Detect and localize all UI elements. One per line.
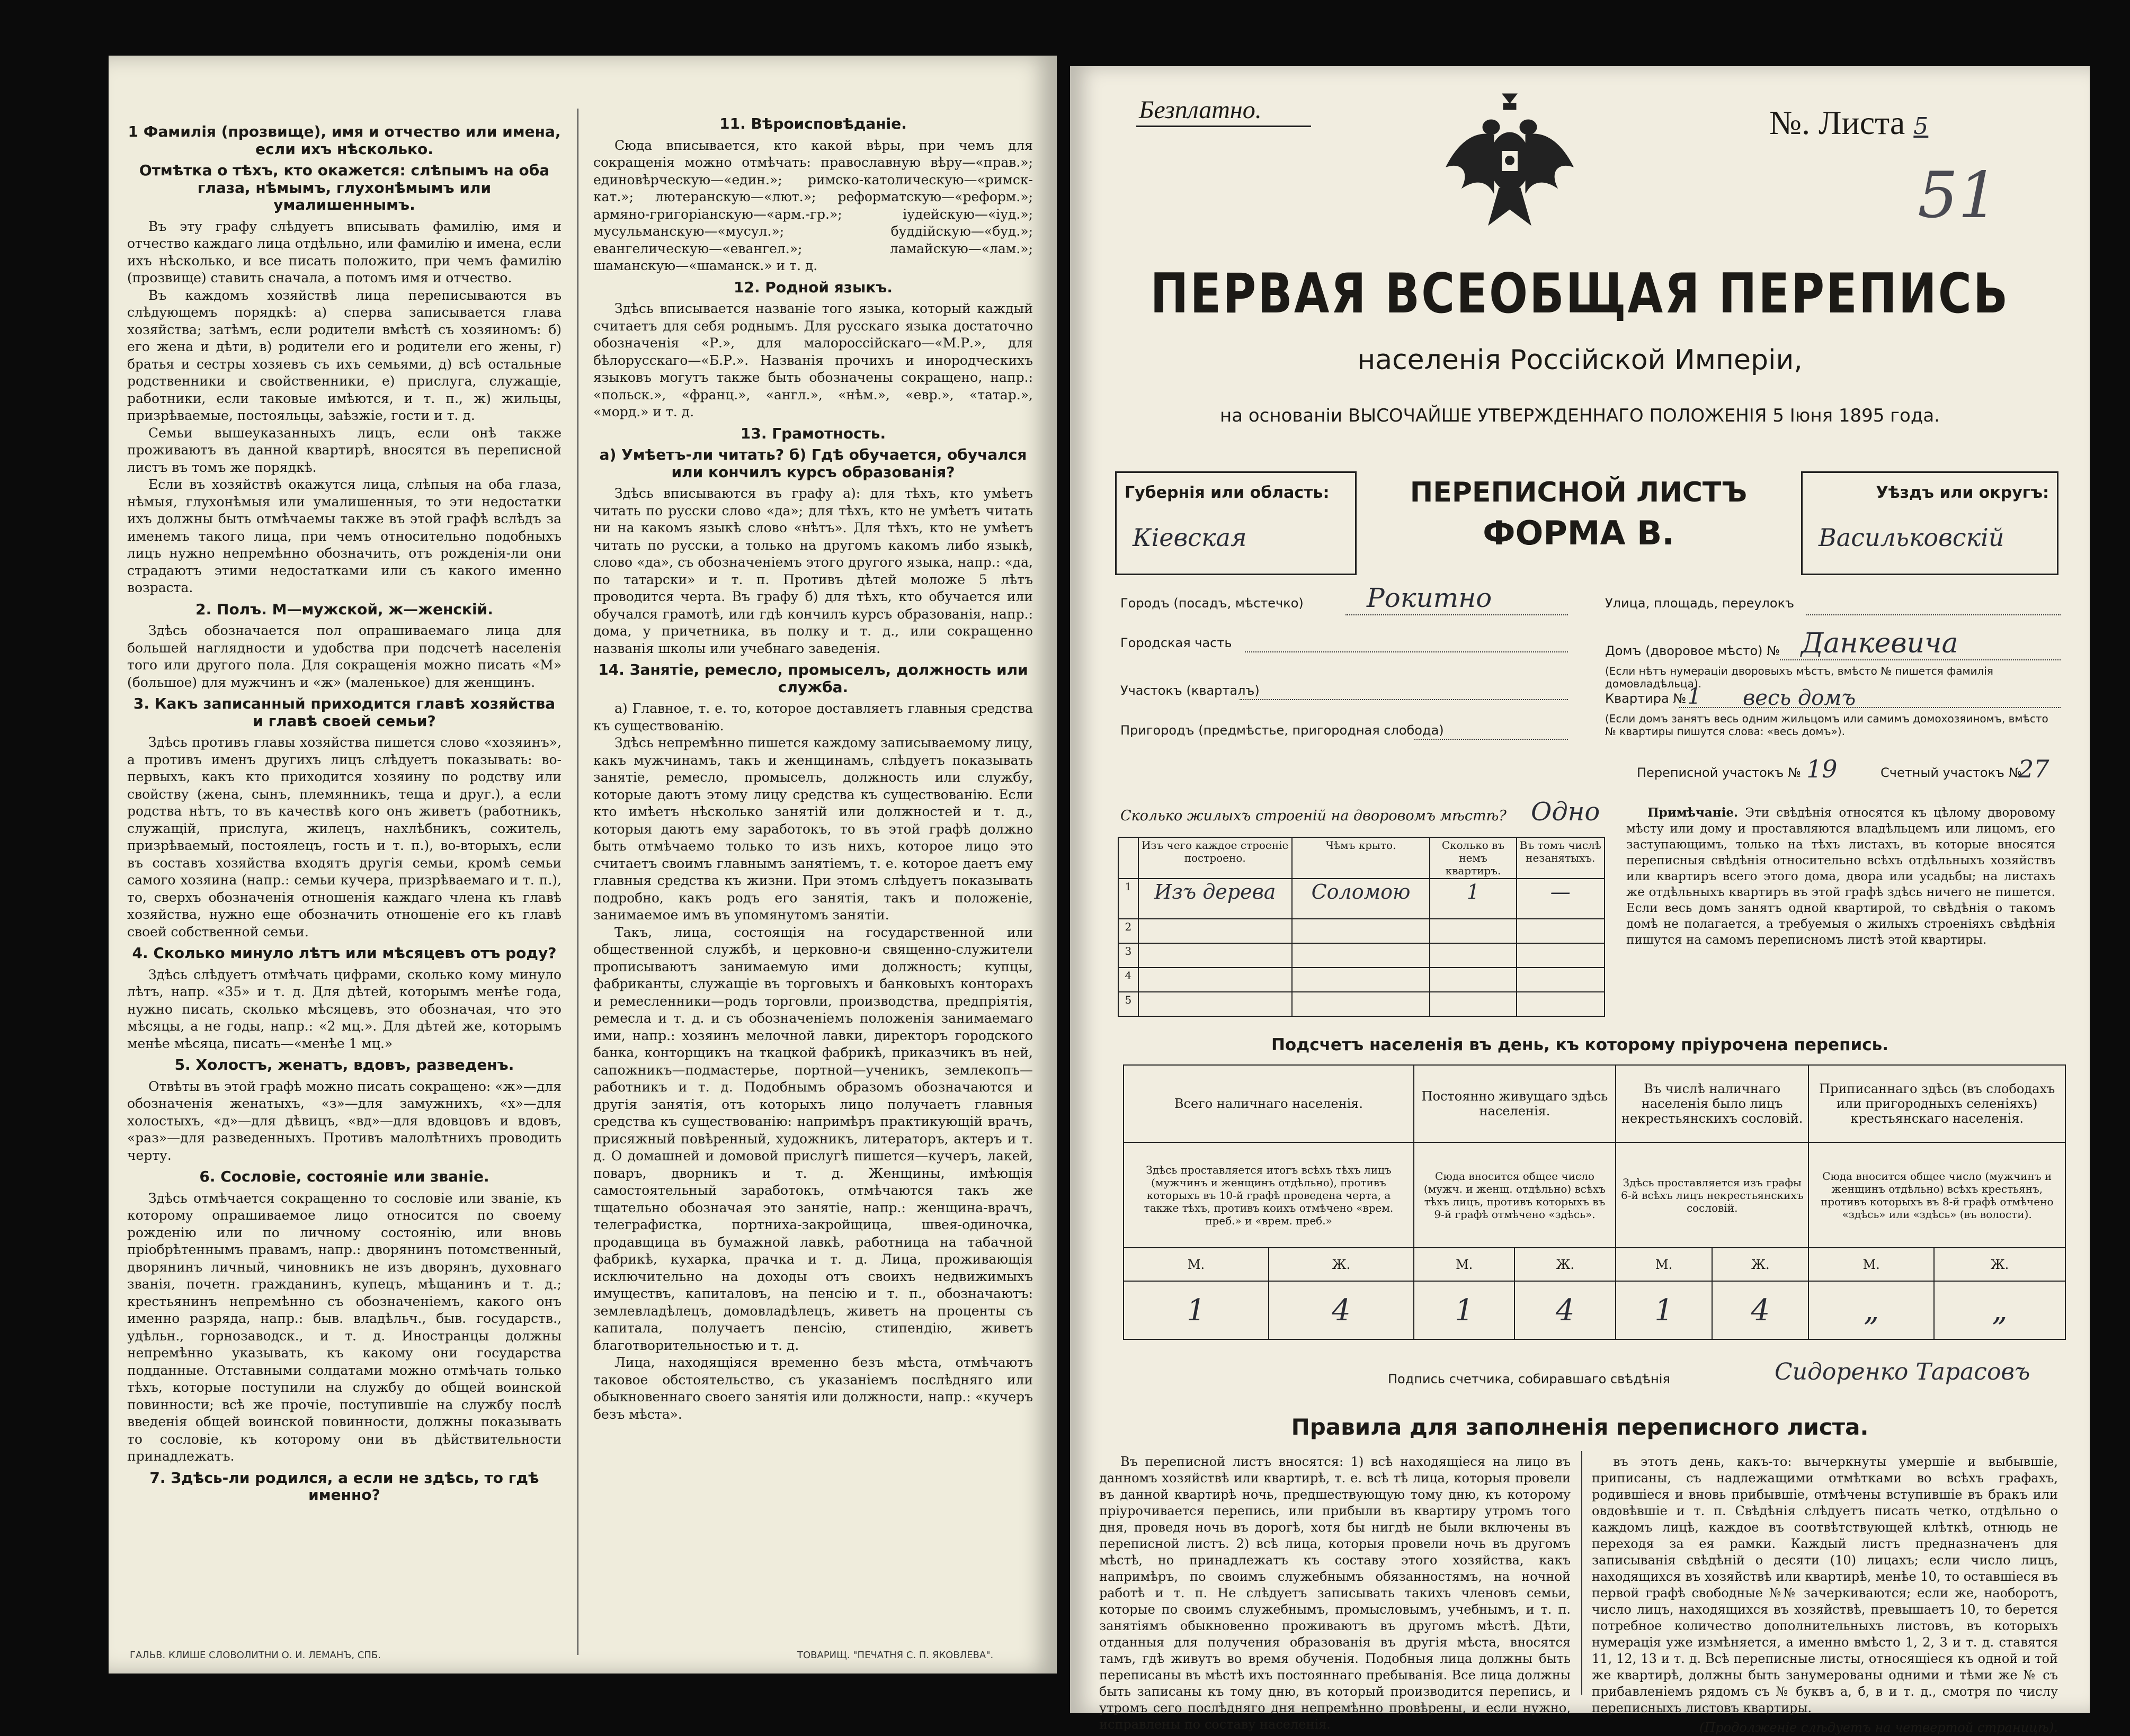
rules-title: Правила для заполненія переписного листа. xyxy=(1291,1414,1869,1440)
rules-right-text: въ этотъ день, какъ-то: вычеркнуты умершіе и выбывшіе, приписаны, съ надлежащими отмѣтками во всѣхъ графахъ, родившіеся и вновь прибывшіе, отмѣчены вступившіе въ бракъ или овдовѣвшіе и т. п. Свѣдѣнія слѣдуетъ писать четко, отдѣльно о каждомъ лицѣ, каждое въ соотвѣтствующей клѣткѣ, отнюдь не переходя за ея рамки. Каждый листъ предназначенъ для записыванія свѣдѣній о десяти (10) лицахъ; если число лицъ, находящихся въ хозяйствѣ или квартирѣ, менѣе 10, то оставшіеся въ первой графѣ свободные №№ зачеркиваются; если же, наоборотъ, число лицъ, находящихся въ хозяйствѣ, превышаетъ 10, то берется потребное количество дополнительныхъ листовъ, въ которыхъ нумерація уже измѣняется, а именно вмѣсто 1, 2, 3 и т. д. ставятся 11, 12, 13 и т. д. Всѣ переписные листы, относящіеся къ одной и той же квартирѣ, должны быть занумерованы одними и тѣми же № съ прибавленіемъ рядомъ съ № буквъ а, б, в и т. д., смотря по числу переписныхъ листовъ квартиры. xyxy=(1592,1454,2058,1715)
left-column-1 xyxy=(127,119,562,1508)
count-f-1: Ж. xyxy=(1269,1248,1414,1281)
bld-row-empty: — xyxy=(1517,879,1605,919)
sheet-number-label: №. Листа xyxy=(1769,104,1905,141)
column-divider xyxy=(577,109,578,1655)
table-row xyxy=(1118,879,1605,919)
rules-left xyxy=(1099,1454,1571,1733)
free-label: Безплатно. xyxy=(1139,96,1262,124)
count-value: 1 xyxy=(1616,1281,1712,1339)
bld-header-roof: Чѣмъ крыто. xyxy=(1292,837,1430,879)
count-f-2: Ж. xyxy=(1514,1248,1616,1281)
gubernia-value: Кіевская xyxy=(1133,523,1247,552)
list-title-block xyxy=(1367,477,1790,552)
count-f-4: Ж. xyxy=(1934,1248,2065,1281)
count-value: 1 xyxy=(1124,1281,1269,1339)
paragraph: Здѣсь противъ главы хозяйства пишется слово «хозяинъ», а противъ именъ другихъ лицъ слѣдуетъ показывать: во-первыхъ, какъ кто приходится хозяину по родству или свойству (жена, сынъ, племянникъ, теща и друг.), а если родства нѣтъ, то въ качествѣ кого онъ живетъ (работникъ, служащій, прислуга, жилецъ, нахлѣбникъ, сожитель, призрѣваемый, постоялецъ, гость и т. п.), во-вторыхъ, если въ составъ хозяйства входятъ другія семьи, кромѣ семьи самого хозяина (напр.: семьи кучера, призрѣваемаго и т. п.), то, сверхъ обозначенія отношенія каждаго члена къ главѣ хозяйства, нужно еще обозначить отношеніе его къ главѣ своей собственной семьи. xyxy=(127,735,562,939)
count-title: Подсчетъ населенія въ день, къ которому пріурочена перепись. xyxy=(1271,1035,1889,1054)
table-row xyxy=(1118,968,1605,992)
table-row xyxy=(1118,919,1605,943)
count-col-note-2: Сюда вносится общее число (мужч. и женщ. отдѣльно) всѣхъ тѣхъ лицъ, противъ которыхъ въ 9-й графѣ отмѣчено «здѣсь». xyxy=(1414,1142,1616,1248)
section-heading: 1 Фамилія (прозвище), имя и отчество или имена, если ихъ нѣсколько. xyxy=(128,123,561,158)
uezd-value: Васильковскій xyxy=(1819,523,2004,552)
count-m-4: М. xyxy=(1808,1248,1934,1281)
bld-header-material: Изъ чего каждое строеніе построено. xyxy=(1138,837,1292,879)
population-count-table xyxy=(1123,1064,2066,1340)
gubernia-box xyxy=(1115,471,1357,575)
section-heading: 6. Сословіе, состояніе или званіе. xyxy=(199,1168,489,1185)
uchastok-label: Участокъ (кварталъ) xyxy=(1120,683,1260,698)
street-line xyxy=(1806,614,2061,615)
section-heading: Отмѣтка о тѣхъ, кто окажется: слѣпымъ на оба глаза, нѣмымъ, глухонѣмымъ или умалишеннымъ. xyxy=(139,162,550,213)
count-col-note-3: Здѣсь проставляется изъ графы 6-й всѣхъ лицъ некрестьянскихъ сословій. xyxy=(1616,1142,1808,1248)
imprint-left: ГАЛЬВ. КЛИШЕ СЛОВОЛИТНИ О. И. ЛЕМАНЪ, СПБ. xyxy=(130,1650,381,1661)
count-col-title-1: Всего наличнаго населенія. xyxy=(1124,1065,1414,1142)
uezd-label: Уѣздъ или округъ: xyxy=(1876,484,2049,502)
kvartira-line xyxy=(1679,707,2061,708)
paragraph: Въ каждомъ хозяйствѣ лица переписываются въ слѣдующемъ порядкѣ: а) сперва записывается глава хозяйства; затѣмъ, если родители вмѣстѣ съ хозяиномъ: б) его жена и дѣти, в) родители его и родители его жены, г) братья и сестры хозяевъ съ ихъ семьями, д) всѣ остальные родственники и свойственники, е) прислуга, служащіе, работники, если таковые имѣются, и т. п., ж) жильцы, призрѣваемые, постояльцы, заѣзжіе, гости и т. д. xyxy=(127,287,562,423)
suburb-label: Пригородъ (предмѣстье, пригородная слобода) xyxy=(1120,723,1444,738)
list-title: ПЕРЕПИСНОЙ ЛИСТЪ xyxy=(1410,477,1748,508)
buildings-question: Сколько жилыхъ строеній на дворовомъ мѣстѣ? xyxy=(1120,808,1507,824)
census-basis: на основаніи ВЫСОЧАЙШЕ УТВЕРЖДЕННАГО ПОЛОЖЕНІЯ 5 Іюня 1895 года. xyxy=(1219,405,1940,426)
buildings-answer: Одно xyxy=(1531,797,1600,827)
rules-right xyxy=(1592,1454,2058,1736)
rules-left-text: Въ переписной листъ вносятся: 1) всѣ находящіеся на лицо въ данномъ хозяйствѣ или квартирѣ, т. е. всѣ тѣ лица, которыя провели въ данной квартирѣ ночь, предшествующую тому дню, къ которому пріурочивается перепись, или прибыли въ квартиру утромъ того дня, проведя ночь въ дорогѣ, хотя бы нигдѣ не были включены въ переписной листъ. 2) всѣ лица, которыя провели ночь въ другомъ мѣстѣ, но принадлежатъ къ составу этого хозяйства, какъ напримѣръ, по своимъ служебнымъ обязанностямъ, на ночной работѣ и т. п. Не слѣдуетъ записывать такихъ членовъ семьи, которые по своимъ служебнымъ, промысловымъ, учебнымъ, и т. п. занятіямъ обыкновенно проживаютъ въ другомъ мѣстѣ. Дѣти, отданныя для получения образованія въ другія мѣста, вносятся тамъ, гдѣ живутъ во время обученія. Подобныя лица должны быть переписаны въ мѣстѣ ихъ постояннаго пребыванія. Все лица должны быть записаны къ тому дню, въ который производится перепись, и утромъ сего послѣдняго дня непремѣнно провѣрены, и если нужно, исправлены по составу населенія. xyxy=(1099,1454,1571,1732)
paragraph: а) Главное, т. е. то, которое доставляетъ главныя средства къ существованію. xyxy=(593,701,1033,733)
house-value: Данкевича xyxy=(1801,628,1958,659)
form-title: ФОРМА В. xyxy=(1483,514,1674,552)
paragraph: Здѣсь отмѣчается сокращенно то сословіе или званіе, къ которому опрашиваемое лицо относится по своему рожденію или по личному состоянію, или вновь пріобрѣтеннымъ правамъ, напр.: дворянинъ потомственный, дворянинъ личный, чиновникъ не изъ дворянъ, духовнаго званія, почетн. гражданинъ, купецъ, мѣщанинъ и т. д.; крестьянинъ непремѣнно съ обозначеніемъ, какого онъ именно разряда, напр.: быв. владѣльч., быв. государств., удѣльн., горнозаводск., и т. д. Иностранцы должны непремѣнно указывать, къ какому они государства подданные. Отставными солдатами можно отмѣчать только тѣхъ, которые поступили на службу до общей воинской повинности; всѣ же прочіе, поступившіе на службу послѣ введенія общей воинской повинности, должны показывать то сословіе, къ которому они въ дѣйствительности принадлежатъ. xyxy=(127,1190,562,1464)
section-heading: 2. Полъ. М—мужской, ж—женскій. xyxy=(195,600,493,618)
bld-row-num: 4 xyxy=(1118,968,1138,992)
left-page xyxy=(109,56,1057,1674)
section-heading: 7. Здѣсь-ли родился, а если не здѣсь, то гдѣ именно? xyxy=(149,1469,539,1504)
house-line xyxy=(1780,659,2061,660)
section-heading: 12. Родной языкъ. xyxy=(734,278,893,296)
paragraph: Такъ, лица, состоящія на государственной или общественной службѣ, и церковно-и священно-служители прописываютъ занимаемую ими должность; купцы, фабриканты, служащіе въ торговыхъ и банковыхъ конторахъ и ремесленники—родъ торговли, производства, предпріятія, ремесла и т. д. и съ обозначеніемъ положенія занимаемаго ими, напр.: хозяинъ мелочной лавки, директоръ городского банка, конторщикъ на ткацкой фабрикѣ, приказчикъ въ ней, сапожникъ—подмастерье, портной—ученикъ, землекопъ—работникъ и т. д. Подобнымъ образомъ обозначаются и другія занятія, отъ которыхъ лицо получаетъ главныя средства къ существованію: напримѣръ практикующій врачъ, присяжный повѣренный, художникъ, литераторъ, актеръ и т. д. О домашней и домовой прислугѣ пишется—кучеръ, лакей, поваръ, дворникъ и т. д. Женщины, имѣющія самостоятельный заработокъ, отмѣчаются такъ же тщательно обозначая это занятіе, напр.: женщина-врачъ, телеграфистка, портниха-закройщица, швея-одиночка, продавщица въ бумажной лавкѣ, работница на табачной фабрикѣ, кухарка, прачка и т. д. Лица, проживающія исключительно на доходы отъ своихъ недвижимыхъ имуществъ, капиталовъ, на пенсію и т. п., обозначаютъ: землевладѣлецъ, домовладѣлецъ, живетъ на проценты съ капитала, получаетъ пенсію, стипендію, живетъ благотворительностью и т. д. xyxy=(593,924,1033,1353)
count-value: „ xyxy=(1934,1281,2065,1339)
count-m-1: М. xyxy=(1124,1248,1269,1281)
kvartira-label: Квартира № xyxy=(1605,691,1687,706)
section-heading: 3. Какъ записанный приходится главѣ хозяйства и главѣ своей семьи? xyxy=(133,695,556,730)
count-value: 4 xyxy=(1514,1281,1616,1339)
section-heading: 14. Занятіе, ремесло, промыселъ, должность или служба. xyxy=(598,661,1028,696)
count-col-title-3: Въ числѣ наличнаго населенія было лицъ некрестьянскихъ сословій. xyxy=(1616,1065,1808,1142)
section-heading: 4. Сколько минуло лѣтъ или мѣсяцевъ отъ роду? xyxy=(132,944,557,962)
paragraph: Здѣсь слѣдуетъ отмѣчать цифрами, сколько кому минуло лѣтъ, напр. «35» и т. д. Для дѣтей, которымъ менѣе года, нужно писать, сколько мѣсяцевъ, это обозначая, что это мѣсяцы, а не годы, напр.: «2 мц.». Для дѣтей же, которымъ менѣе мѣсяца, писать—«менѣе 1 мц.» xyxy=(127,967,562,1051)
paragraph: Здѣсь вписывается названіе того языка, который каждый считаетъ для себя роднымъ. Для русскаго языка достаточно обозначенія «Р.», для малороссійскаго—«М.Р.», для бѣлорусскаго—«Б.Р.». Названія прочихъ и инородческихъ языковъ могутъ также быть обозначены сокращено, напр.: «польск.», «франц.», «англ.», «нѣм.», «евр.», «татар.», «морд.» и т. д. xyxy=(593,301,1033,419)
street-label: Улица, площадь, переулокъ xyxy=(1605,596,1795,611)
bld-row-flats: 1 xyxy=(1430,879,1516,919)
kvartira-value-2: весь домъ xyxy=(1743,686,1856,710)
bld-header-empty: Въ томъ числѣ незанятыхъ. xyxy=(1517,837,1605,879)
schet-uchastok-label: Счетный участокъ № xyxy=(1881,765,2022,780)
count-col-note-1: Здѣсь проставляется итогъ всѣхъ тѣхъ лицъ (мужчинъ и женщинъ отдѣльно), противъ которыхъ въ 10-й графѣ проведена черта, а также тѣхъ, противъ коихъ отмѣчено «врем. преб.» и «врем. преб.» xyxy=(1124,1142,1414,1248)
uchastok-line xyxy=(1240,699,1568,700)
gubernia-label: Губернія или область: xyxy=(1125,484,1330,502)
uezd-box xyxy=(1801,471,2058,575)
table-row xyxy=(1118,943,1605,968)
rules-divider xyxy=(1581,1451,1582,1695)
bld-row-num: 2 xyxy=(1118,919,1138,943)
kvartira-note: (Если домъ занятъ весь одним жильцомъ или самимъ домохозяиномъ, вмѣсто № квартиры пишутся слова: «весь домъ»). xyxy=(1605,712,2048,738)
paragraph: Здѣсь вписываются въ графу а): для тѣхъ, кто умѣетъ читать по русски слово «да»; для тѣхъ, кто не умѣетъ читать ни на какомъ языкѣ слово «нѣтъ». Для тѣхъ, кто не умѣетъ читать по русски, а только на другомъ какомъ либо языкѣ, слово «да», съ обозначеніемъ этого другого языка, напр.: «да, по татарски» и т. п. Противъ дѣтей моложе 5 лѣтъ проводится черта. Въ графу б) для тѣхъ, кто обучается или обучался грамотѣ, или гдѣ кончилъ курсъ образованія, напр.: дома, у причетника, въ полку и т. д., или сокращенно названія школы или учебнаго заведенія. xyxy=(593,486,1033,656)
count-m-3: М. xyxy=(1616,1248,1712,1281)
free-underline xyxy=(1136,126,1311,127)
double-headed-eagle-icon xyxy=(1441,82,1579,241)
count-col-title-2: Постоянно живущаго здѣсь населенія. xyxy=(1414,1065,1616,1142)
schet-uchastok-value: 27 xyxy=(2018,755,2049,783)
pencil-mark: 51 xyxy=(1918,159,1999,232)
census-subtitle: населенія Россійской Имперіи, xyxy=(1357,344,1803,376)
count-value: 4 xyxy=(1712,1281,1808,1339)
city-label: Городъ (посадъ, мѣстечко) xyxy=(1120,596,1304,611)
paragraph: Семьи вышеуказанныхъ лицъ, если онѣ также проживаютъ въ данной квартирѣ, вносятся въ переписной листъ въ томъ же порядкѣ. xyxy=(127,425,562,475)
house-label: Домъ (дворовое мѣсто) № xyxy=(1605,643,1780,658)
right-page xyxy=(1070,66,2090,1735)
count-m-2: М. xyxy=(1414,1248,1515,1281)
perepis-uchastok-label: Переписной участокъ № xyxy=(1637,765,1801,780)
bld-header-flats: Сколько въ немъ квартиръ. xyxy=(1430,837,1516,879)
count-value: „ xyxy=(1808,1281,1934,1339)
city-line xyxy=(1345,614,1568,615)
bld-row-num: 5 xyxy=(1118,992,1138,1016)
signature-value: Сидоренко Тарасовъ xyxy=(1775,1358,2030,1385)
bld-row-roof: Соломою xyxy=(1292,879,1430,919)
count-col-note-4: Сюда вносится общее число (мужчинъ и женщинъ отдѣльно) всѣхъ крестьянъ, противъ которыхъ въ 8-й графѣ отмѣчено «здѣсь» или «здѣсь» (въ волости). xyxy=(1808,1142,2065,1248)
count-value: 4 xyxy=(1269,1281,1414,1339)
paragraph: Сюда вписывается, кто какой вѣры, при чемъ для сокращенія можно отмѣчать: православную вѣру—«прав.»; единовѣрческую—«един.»; римско-католическую—«римск-кат.»; лютеранскую—«лют.»; реформатскую—«реформ.»; армяно-григоріанскую—«арм.-гр.»; іудейскую—«іуд.»; мусульманскую—«мусул.»; буддійскую—«буд.»; евангелическую—«евангел.»; ламайскую—«лам.»; шаманскую—«шаманск.» и т. д. xyxy=(593,137,1033,273)
paragraph: Здѣсь обозначается пол опрашиваемаго лица для большей наглядности и удобства при подсчетѣ населенія того или другого пола. Для сокращенія можно писать «М» (большое) для мужчинъ и «ж» (маленькое) для женщинъ. xyxy=(127,623,562,690)
sheet-number xyxy=(1769,103,1928,142)
left-column-2 xyxy=(593,111,1033,1423)
note-text: Эти свѣдѣнія относятся къ цѣлому дворовому мѣсту или дому и проставляются владѣльцемъ или лицомъ, его заступающимъ, только на тѣхъ листахъ, въ которые вносятся переписныя свѣдѣнія относительно всѣхъ отдѣльныхъ хозяйствъ или квартиръ всего этого дома, двора или усадьбы; на листахъ же отдѣльныхъ квартиръ въ этой графѣ здѣсь ничего не пишется. Если весь домъ занятъ одной квартирой, то свѣдѣнія о такомъ домѣ не полагается, а требуемыя о жилыхъ строеніяхъ свѣдѣнія пишутся на самомъ переписномъ листѣ этой квартиры. xyxy=(1626,806,2056,947)
note-title: Примѣчаніе. xyxy=(1647,806,1738,820)
paragraph: Лица, находящіяся временно безъ мѣста, отмѣчаютъ таковое обстоятельство, съ указаніемъ послѣдняго или обыкновеннаго своего занятія или должности, напр.: «кучеръ безъ мѣста». xyxy=(593,1355,1033,1422)
district-label: Городская часть xyxy=(1120,636,1232,650)
district-line xyxy=(1245,651,1568,652)
city-value: Рокитно xyxy=(1367,583,1492,613)
paragraph: Въ эту графу слѣдуетъ вписывать фамилію, имя и отчество каждаго лица отдѣльно, или фамилію и имена, если ихъ нѣсколько, и все писать положито, при чемъ фамилію (прозвище) ставить сначала, а потомъ имя и отчество. xyxy=(127,218,562,285)
signature-label: Подпись счетчика, собиравшаго свѣдѣнія xyxy=(1388,1372,1670,1386)
section-heading: 11. Вѣроисповѣданіе. xyxy=(719,115,907,132)
kvartira-value: 1 xyxy=(1687,683,1701,709)
bld-header-num xyxy=(1118,837,1138,879)
sheet-number-value: 5 xyxy=(1913,113,1929,140)
note-block xyxy=(1626,805,2055,948)
paragraph: Если въ хозяйствѣ окажутся лица, слѣпыя на оба глаза, нѣмыя, глухонѣмыя или умалишенныя, то эти недостатки ихъ должны быть отмѣчаемы также въ этой графѣ вслѣдъ за именемъ такого лица, при чемъ относительно подобныхъ лицъ нужно непремѣнно обозначить, отъ рожденія-ли они страдаютъ этими недостатками или съ какого именно возраста. xyxy=(127,477,562,595)
count-f-3: Ж. xyxy=(1712,1248,1808,1281)
paragraph: Здѣсь непремѣнно пишется каждому записываемому лицу, какъ мужчинамъ, такъ и женщинамъ, слѣдуетъ показывать занятіе, ремесло, промыселъ, должность или службу, которые даютъ этому лицу средства къ существованію. Если кто имѣетъ нѣсколько занятій или должностей и т. д., которыя даютъ ему заработокъ, то въ этой графѣ должно быть отмѣчаемо только то изъ нихъ, которое лицо это считаетъ своимъ главнымъ занятіемъ, т. е. которое даетъ ему главныя средства къ жизни. При этомъ слѣдуетъ показывать подробно, какъ родъ его занятія, такъ и положеніе, занимаемое имъ въ упомянутомъ занятіи. xyxy=(593,735,1033,923)
bld-row-num: 1 xyxy=(1118,879,1138,919)
perepis-uchastok-value: 19 xyxy=(1806,755,1838,783)
house-note: (Если нѣтъ нумераціи дворовыхъ мѣстъ, вмѣсто № пишется фамилія домовладѣльца). xyxy=(1605,665,1993,690)
rules-continued: (Продолженіе слѣдуетъ на четвертой страницѣ). xyxy=(1699,1720,2058,1735)
suburb-line xyxy=(1414,739,1568,740)
count-col-title-4: Приписаннаго здѣсь (въ слободахъ или пригородныхъ селеніяхъ) крестьянскаго населенія. xyxy=(1808,1065,2065,1142)
buildings-table xyxy=(1118,837,1605,1017)
bld-row-material: Изъ дерева xyxy=(1138,879,1292,919)
table-row xyxy=(1118,992,1605,1016)
section-heading: 13. Грамотность. xyxy=(740,424,886,442)
paragraph: Отвѣты въ этой графѣ можно писать сокращено: «ж»—для обозначенія женатыхъ, «з»—для замужнихъ, «х»—для холостыхъ, «д»—для дѣвицъ, «вд»—для вдовцовъ и вдовъ, «раз»—для разведенныхъ. Противъ малолѣтнихъ проводить черту. xyxy=(127,1078,562,1163)
count-value: 1 xyxy=(1414,1281,1515,1339)
section-heading: 5. Холостъ, женатъ, вдовъ, разведенъ. xyxy=(174,1056,514,1073)
section-heading: а) Умѣетъ-ли читать? б) Гдѣ обучается, обучался или кончилъ курсъ образованія? xyxy=(599,446,1027,481)
bld-row-num: 3 xyxy=(1118,943,1138,968)
census-title: ПЕРВАЯ ВСЕОБЩАЯ ПЕРЕПИСЬ xyxy=(1150,262,2010,326)
imprint-right: ТОВАРИЩ. "ПЕЧАТНЯ С. П. ЯКОВЛЕВА". xyxy=(797,1650,994,1661)
